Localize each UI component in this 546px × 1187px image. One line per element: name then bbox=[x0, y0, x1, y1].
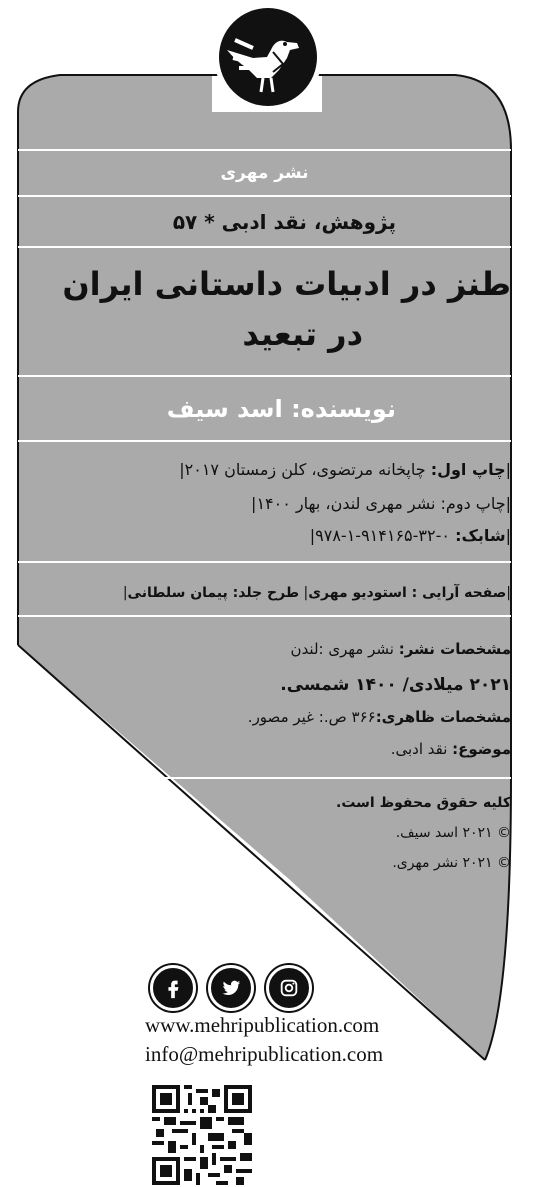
second-print-line: |چاپ دوم: نشر مهری لندن، بهار ۱۴۰۰| bbox=[251, 494, 511, 513]
qr-code-icon[interactable] bbox=[152, 1085, 252, 1185]
physical-details bbox=[248, 705, 511, 729]
email-link[interactable]: info@mehripublication.com bbox=[145, 1042, 384, 1066]
first-print-label: چاپ اول: bbox=[430, 460, 506, 479]
cover-label: طرح جلد: bbox=[232, 585, 300, 601]
divider bbox=[18, 375, 511, 377]
layout-value: استودیو مهری bbox=[308, 585, 412, 601]
publication-year bbox=[280, 673, 511, 697]
subject-label: موضوع: bbox=[452, 740, 511, 758]
publication-details bbox=[291, 637, 511, 661]
facebook-icon[interactable] bbox=[150, 965, 196, 1011]
isbn-value: ۰-۳۲-۹۱۴۱۶۵-۱-۹۷۸ bbox=[315, 526, 456, 545]
publication-year-value: ۲۰۲۱ میلادی/ ۱۴۰۰ شمسی. bbox=[280, 675, 511, 695]
divider bbox=[18, 561, 511, 563]
rights-notice-text: کلیه حقوق محفوظ است. bbox=[336, 795, 511, 811]
physical-value: ۳۶۶ ص.: غیر مصور. bbox=[247, 708, 376, 726]
book-title-line-1: طنز در ادبیات داستانی ایران bbox=[62, 265, 511, 303]
instagram-icon[interactable] bbox=[266, 965, 312, 1011]
divider bbox=[18, 195, 511, 197]
isbn-label: شابک: bbox=[455, 526, 506, 545]
subject-value: نقد ادبی. bbox=[390, 740, 453, 758]
publisher-logo-bird-icon bbox=[213, 2, 323, 112]
copyright-publisher: © ۲۰۲۱ نشر مهری. bbox=[392, 855, 511, 871]
divider bbox=[18, 440, 511, 442]
subject-details bbox=[391, 737, 511, 761]
divider bbox=[18, 615, 511, 617]
cover-value: پیمان سلطانی bbox=[127, 585, 233, 601]
rights-notice bbox=[336, 791, 511, 815]
publisher-name: نشر مهری bbox=[220, 163, 309, 183]
first-print-value: چاپخانه مرتضوی، کلن زمستان ۲۰۱۷ bbox=[184, 460, 431, 479]
series-label: پژوهش، نقد ادبی * ۵۷ bbox=[172, 210, 396, 234]
author-line: نویسنده: اسد سیف bbox=[166, 395, 396, 423]
divider bbox=[18, 149, 511, 151]
publication-value: نشر مهری :لندن bbox=[290, 640, 399, 658]
second-print-value: چاپ دوم: نشر مهری لندن، بهار ۱۴۰۰ bbox=[256, 494, 506, 513]
credits-line: |صفحه آرایی : استودیو مهری| طرح جلد: پیمان سلطانی| bbox=[122, 585, 511, 601]
website-link[interactable]: www.mehripublication.com bbox=[145, 1013, 380, 1037]
first-print-line: |چاپ اول: چاپخانه مرتضوی، کلن زمستان ۲۰۱۷| bbox=[179, 460, 511, 479]
divider bbox=[18, 246, 511, 248]
publication-label: مشخصات نشر: bbox=[398, 640, 511, 658]
divider bbox=[18, 777, 511, 779]
book-title-line-2: در تبعید bbox=[242, 315, 363, 353]
twitter-icon[interactable] bbox=[208, 965, 254, 1011]
isbn-line: |شابک: ۰-۳۲-۹۱۴۱۶۵-۱-۹۷۸| bbox=[309, 526, 511, 545]
layout-label: صفحه آرایی : bbox=[411, 585, 507, 601]
copyright-author: © ۲۰۲۱ اسد سیف. bbox=[395, 825, 511, 841]
physical-label: مشخصات ظاهری: bbox=[375, 708, 511, 726]
